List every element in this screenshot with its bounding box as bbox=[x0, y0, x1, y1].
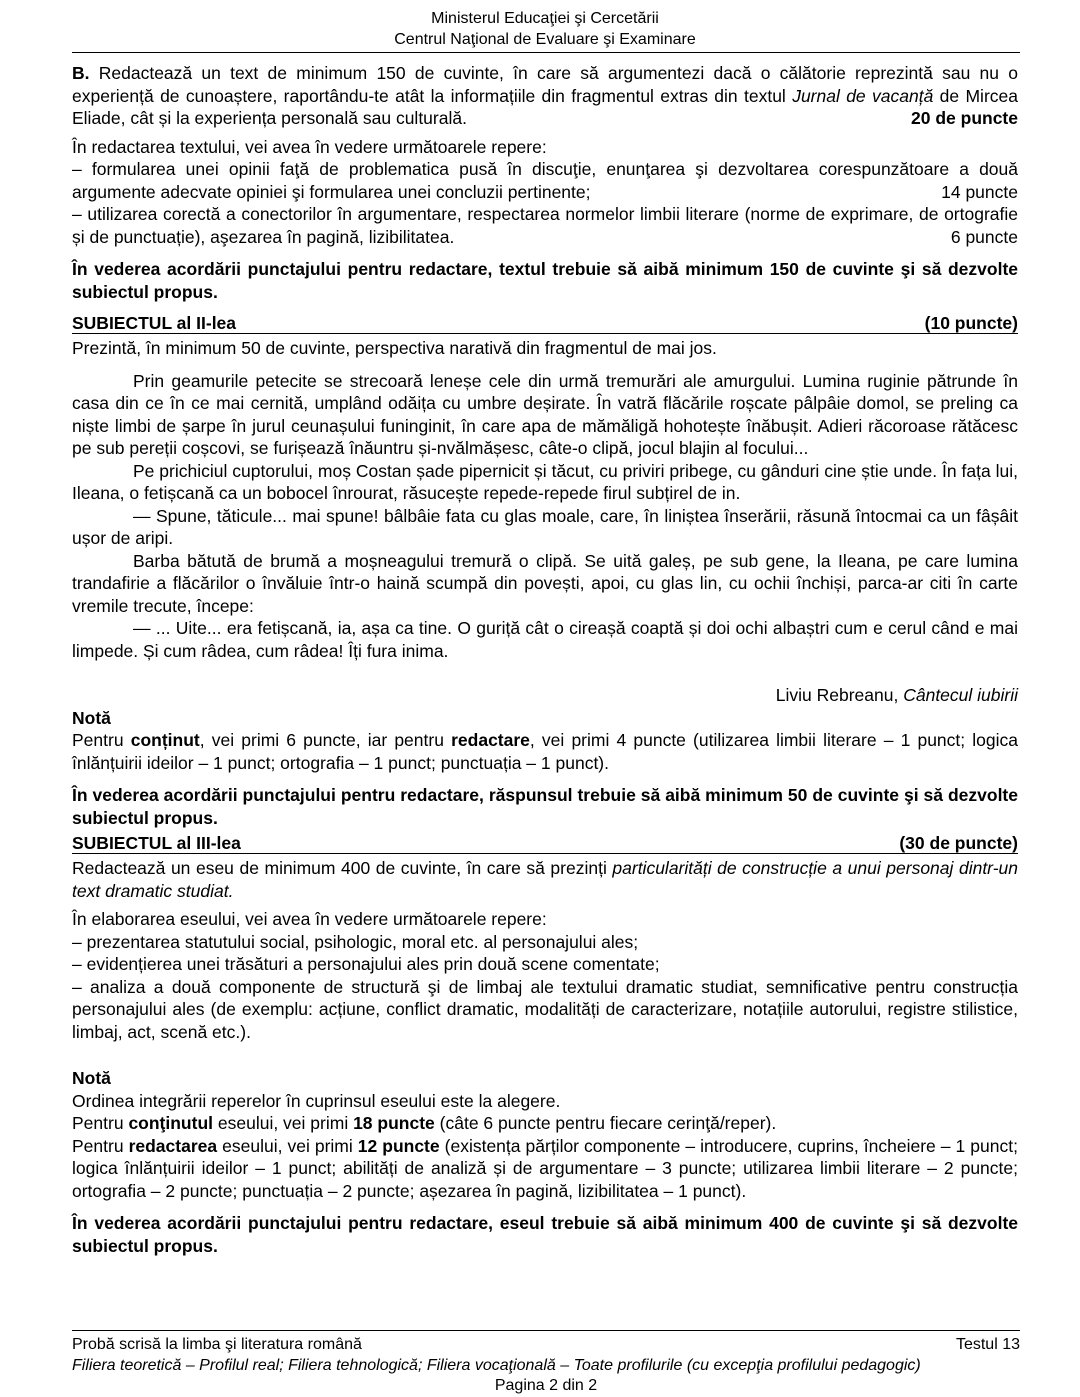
note-text: (existența părților componente – introducere, cuprins, încheiere – 1 punct; logica înlănțuirii ideilor – 1 punct; abilități de analiză și de argumentare – 3 puncte; utilizarea limbii literare – 2 puncte; ortografia – 2 puncte; punctuația – 2 puncte; așezarea în pagină, lizibilitatea – 1 punct). bbox=[72, 1135, 1018, 1201]
fragment-paragraph: — Spune, tăticule... mai spune! bâlbâie fata cu glas moale, care, în liniștea înserării, răsună întocmai ca un fâșâit ușor de aripi. bbox=[72, 505, 1018, 548]
subject3-guide-intro: În elaborarea eseului, vei avea în vedere următoarele repere: bbox=[72, 909, 547, 929]
footer-divider bbox=[72, 1330, 1020, 1331]
subject3-guide: – prezentarea statutului social, psihologic, moral etc. al personajului ales; bbox=[72, 931, 639, 952]
fragment-paragraph: Pe prichiciul cuptorului, moș Costan șade pipernicit și tăcut, cu priviri pribege, cu gânduri cine știe unde. În fața lui, Ileana, o fetișcană ca un bobocel înrourat, răsucește repede-repede firul subțirel de in. bbox=[72, 460, 1018, 503]
note-text: Pentru bbox=[72, 1113, 124, 1133]
partB-guide2-points: 6 puncte bbox=[950, 226, 1018, 247]
note-text: eseului, vei primi bbox=[222, 1135, 353, 1156]
note-points: 12 puncte bbox=[357, 1135, 440, 1156]
subject2-points: (10 puncte) bbox=[924, 313, 1018, 333]
partB-guide-intro: În redactarea textului, vei avea în vedere următoarele repere: bbox=[72, 136, 547, 157]
note-text: (câte 6 puncte pentru fiecare cerinţă/reper). bbox=[439, 1113, 777, 1133]
subject3-note-line3 bbox=[72, 1135, 1018, 1203]
subject2-note-title: Notă bbox=[72, 707, 111, 728]
note-bold: conţinutul bbox=[128, 1113, 213, 1133]
subject3-title: SUBIECTUL al III-lea bbox=[72, 833, 241, 853]
subject3-note-line1: Ordinea integrării reperelor în cuprinsul eseului este la alegere. bbox=[72, 1090, 561, 1111]
note-text: eseului, vei primi bbox=[217, 1113, 349, 1133]
exam-page bbox=[72, 0, 1018, 1397]
subject3-task bbox=[72, 857, 1018, 902]
subject2-title: SUBIECTUL al II-lea bbox=[72, 313, 237, 333]
note-text: , vei primi 4 puncte (utilizarea limbii literare – 1 punct; logica înlănțuirii ideilor – 1 punct; ortografia – 1 punct; punctuația – 1 punct). bbox=[72, 730, 1018, 773]
fragment-work: Cântecul iubirii bbox=[903, 685, 1018, 705]
subject2-title-row bbox=[72, 313, 1018, 334]
fragment-paragraph: Prin geamurile petecite se strecoară leneșe cele din urmă tremurări ale amurgului. Lumina ruginie pătrunde în casa din ce în ce mai cernită, umplând odăița cu umbre deșirate. În vatră flăcările roșcate pâlpâie domol, se preling ca niște limbi de șarpe în jurul ceunașului funinginit, în care apa de mămăligă hohotește înăbușit. Adieri răcoroase rătăcesc pe sub pereții coșcovi, se furișează înăuntru și-nvălmășesc, câte-o clipă, jocul blajin al focului... bbox=[72, 370, 1018, 458]
header-divider bbox=[72, 52, 1020, 53]
partB-guide1-points: 14 puncte bbox=[941, 181, 1018, 202]
subject3-title-row bbox=[72, 833, 1018, 854]
note-points: 18 puncte bbox=[353, 1113, 435, 1133]
subject3-guide: – evidențierea unei trăsături a personajului ales prin două scene comentate; bbox=[72, 954, 660, 974]
note-text: Pentru bbox=[72, 1135, 124, 1156]
subject3-requirement: În vederea acordării punctajului pentru redactare, eseul trebuie să aibă minimum 400 de cuvinte şi să dezvolte subiectul propus. bbox=[72, 1213, 1018, 1256]
subject2-fragment bbox=[72, 370, 1018, 663]
fragment-author: Liviu Rebreanu, bbox=[775, 685, 899, 705]
subject2-note bbox=[72, 729, 1018, 774]
note-redact-word: redactare bbox=[451, 730, 530, 750]
fragment-paragraph: — ... Uite... era fetișcană, ia, așa ca tine. O guriță cât o cireașă coaptă și doi ochi albaștri cum e cerul când e mai limpede. Și cum râdea, cum râdea! Îți fura inima. bbox=[72, 618, 1018, 661]
header-center: Centrul Naţional de Evaluare şi Examinare bbox=[394, 31, 696, 48]
partB-requirement: În vederea acordării punctajului pentru redactare, textul trebuie să aibă minimum 150 de cuvinte şi să dezvolte subiectul propus. bbox=[72, 259, 1018, 302]
subject3-note-title: Notă bbox=[72, 1068, 111, 1088]
header-ministry: Ministerul Educaţiei şi Cercetării bbox=[431, 10, 659, 27]
footer-page-number: Pagina 2 din 2 bbox=[494, 1377, 598, 1394]
partB-task-text1: Redactează un text de minimum 150 de cuvinte, în care să argumentezi dacă o călătorie reprezintă sau nu o experiență de cunoaștere, raportându-te atât la informațiile din fragmentul extras din textul bbox=[72, 63, 1018, 106]
subject3-note-line2 bbox=[72, 1112, 1018, 1135]
subject3-task-text: Redactează un eseu de minimum 400 de cuvinte, în care să prezinți bbox=[72, 858, 607, 878]
partB-guide1-text: – formularea unei opinii faţă de problematica pusă în discuţie, enunţarea şi dezvoltarea corespunzătoare a două argumente adecvate opiniei şi formularea unei concluzii pertinente; bbox=[72, 159, 1018, 202]
footer-row1 bbox=[72, 1335, 1020, 1356]
subject2-task: Prezintă, în minimum 50 de cuvinte, perspectiva narativă din fragmentul de mai jos. bbox=[72, 338, 717, 358]
partB-guide2-text: – utilizarea corectă a conectorilor în argumentare, respectarea normelor limbii literare (norme de exprimare, de ortografie și de punctuație), aşezarea în pagină, lizibilitatea. bbox=[72, 204, 1018, 247]
subject3-task-italic: particularități de construcție a unui personaj dintr-un text dramatic studiat. bbox=[72, 858, 1018, 901]
note-bold: redactarea bbox=[128, 1135, 218, 1156]
fragment-source bbox=[72, 684, 1018, 707]
fragment-paragraph: Barba bătută de brumă a moșneagului tremură o clipă. Se uită galeș, pe sub gene, la Ileana, pe care lumina trandafirie a flăcărilor o învăluie într-o haină scumpă din povești, apoi, cu glas lin, cu ochii închiși, parca-ar citi în carte vremile trecute, începe: bbox=[72, 550, 1018, 616]
footer-profiles: Filiera teoretică – Profilul real; Filiera tehnologică; Filiera vocaţională – Toate profilurile (cu excepţia profilului pedagogic) bbox=[72, 1356, 921, 1374]
note-content-word: conținut bbox=[130, 730, 200, 750]
subject3-guide: – analiza a două componente de structură şi de limbaj ale textului dramatic studiat, semnificative pentru construcția personajului ales (de exemplu: acțiune, conflict dramatic, modalități de caracterizare, notațiile autorului, registre stilistice, limbaj, act, scenă etc.). bbox=[72, 976, 1018, 1042]
page-content bbox=[72, 62, 1018, 1257]
footer-exam: Probă scrisă la limba şi literatura română bbox=[72, 1336, 362, 1353]
note-text: Pentru bbox=[72, 730, 124, 750]
partB-work-title: Jurnal de vacanță bbox=[792, 85, 934, 106]
page-footer bbox=[72, 1335, 1020, 1397]
partB-score: 20 de puncte bbox=[911, 108, 1018, 128]
partB-label: B. bbox=[72, 63, 90, 83]
page-header bbox=[72, 8, 1018, 50]
footer-test-number: Testul 13 bbox=[955, 1336, 1020, 1353]
note-text: , vei primi 6 puncte, iar pentru bbox=[199, 730, 444, 750]
subject2-requirement: În vederea acordării punctajului pentru redactare, răspunsul trebuie să aibă minimum 50 de cuvinte şi să dezvolte subiectul propus. bbox=[72, 785, 1018, 828]
partB-task-text2: de Mircea Eliade, cât și la experiența personală sau culturală. bbox=[72, 85, 1018, 128]
subject3-points: (30 de puncte) bbox=[899, 833, 1018, 853]
